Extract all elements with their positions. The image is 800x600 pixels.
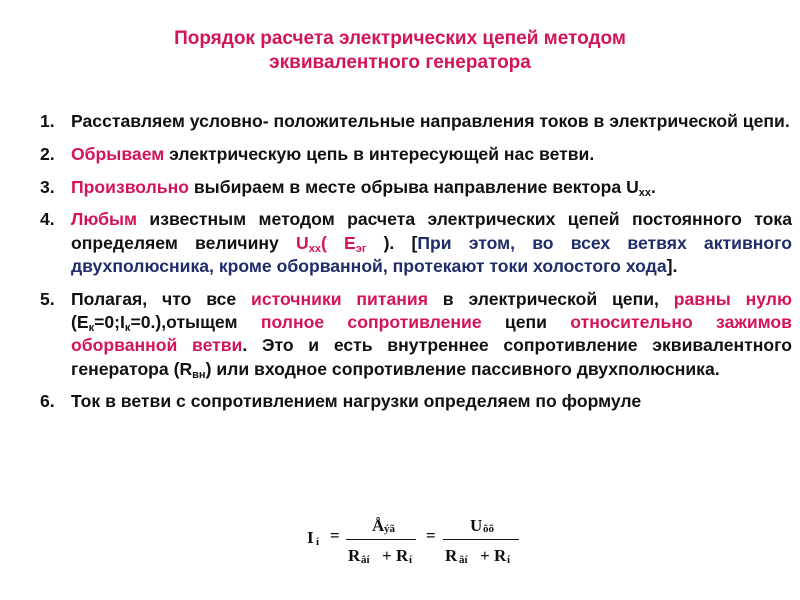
fraction-bar	[443, 539, 519, 540]
steps-list	[40, 110, 792, 423]
item-text	[71, 288, 792, 381]
list-item	[40, 390, 792, 413]
item-number: 6.	[40, 391, 55, 412]
text-run: в электрической цепи,	[427, 288, 674, 309]
formula-subscript: ýã	[384, 523, 395, 535]
title-line-2: эквивалентного генератора	[269, 52, 531, 73]
item-number: 3.	[40, 176, 55, 197]
formula-voltage-symbol: U	[470, 516, 483, 535]
text-run: ) или входное сопротивление пассивного двухполюсника.	[205, 358, 720, 379]
text-run: =0;I	[94, 312, 125, 333]
item-number: 2.	[40, 143, 55, 164]
title-line-1: Порядок расчета электрических цепей методом	[174, 28, 626, 49]
text-run: электрическую цепь в интересующей нас ветви.	[164, 143, 595, 164]
formula-equals: =	[330, 526, 340, 545]
text-run: (Е	[71, 312, 89, 333]
formula-subscript: í	[409, 554, 413, 566]
text-run: .	[651, 176, 656, 197]
text-run: выбираем в месте обрыва направление вектора U	[188, 176, 639, 197]
list-item	[40, 288, 792, 381]
current-formula	[300, 512, 530, 572]
text-run: цепи	[481, 312, 571, 333]
formula-subscript: í	[316, 536, 320, 548]
fraction-bar	[346, 539, 416, 540]
highlight-text: источники питания	[251, 288, 428, 309]
subscript: эг	[355, 242, 367, 255]
formula-subscript: õõ	[483, 523, 494, 535]
formula-equals: =	[426, 526, 436, 545]
item-text	[71, 176, 792, 199]
formula-emf-symbol: Å	[372, 516, 385, 535]
item-number: 1.	[40, 111, 55, 131]
text-run: Расставляем условно- положительные направления токов в электрической цепи.	[71, 111, 790, 131]
subscript: хх	[308, 242, 321, 255]
highlight-text: ( Е	[320, 232, 356, 253]
formula-resistance-symbol: R	[396, 546, 409, 565]
formula-plus: +	[382, 546, 392, 565]
highlight-text: Обрываем	[71, 143, 165, 164]
note-text: При этом, во всех ветвях активного двухполюсника, кроме оборванной, протекают токи холостого хода	[71, 232, 792, 276]
formula-resistance-symbol: R	[494, 546, 507, 565]
text-run: Ток в ветви с сопротивлением нагрузки определяем по формуле	[71, 391, 642, 412]
formula-resistance-symbol: R	[445, 546, 458, 565]
subscript: вн	[192, 368, 206, 381]
highlight-text: относительно зажимов оборванной ветви	[71, 312, 792, 356]
list-item	[40, 110, 792, 133]
text-run: известным методом расчета электрических цепей постоянного тока определяем величину	[71, 209, 792, 253]
formula-subscript: âí	[361, 554, 370, 566]
item-number: 5.	[40, 288, 55, 309]
list-item	[40, 143, 792, 166]
subscript: к	[88, 322, 95, 335]
item-text	[71, 208, 792, 278]
formula-plus: +	[480, 546, 490, 565]
formula-resistance-symbol: R	[348, 546, 361, 565]
highlight-text: Любым	[71, 209, 138, 230]
list-item	[40, 208, 792, 278]
list-item	[40, 176, 792, 199]
item-text	[71, 143, 792, 166]
text-run: ). [	[366, 232, 418, 253]
highlight-text: полное сопротивление	[260, 312, 482, 333]
page-title	[0, 27, 800, 75]
subscript: к	[124, 322, 131, 335]
text-run: ].	[666, 255, 678, 276]
item-text	[71, 110, 792, 133]
formula-subscript: âí	[459, 554, 468, 566]
formula-subscript: í	[507, 554, 511, 566]
highlight-text: U	[296, 232, 309, 253]
text-run: Полагая, что все	[71, 288, 251, 309]
text-run: . Это и есть внутреннее сопротивление эквивалентного генератора (R	[71, 335, 792, 379]
item-text	[71, 390, 792, 413]
text-run: =0.),отыщем	[130, 312, 261, 333]
formula-current-symbol: I	[307, 528, 314, 547]
highlight-text: равны нулю	[673, 288, 792, 309]
subscript: хх	[638, 186, 652, 199]
highlight-text: Произвольно	[71, 176, 189, 197]
item-number: 4.	[40, 209, 55, 230]
